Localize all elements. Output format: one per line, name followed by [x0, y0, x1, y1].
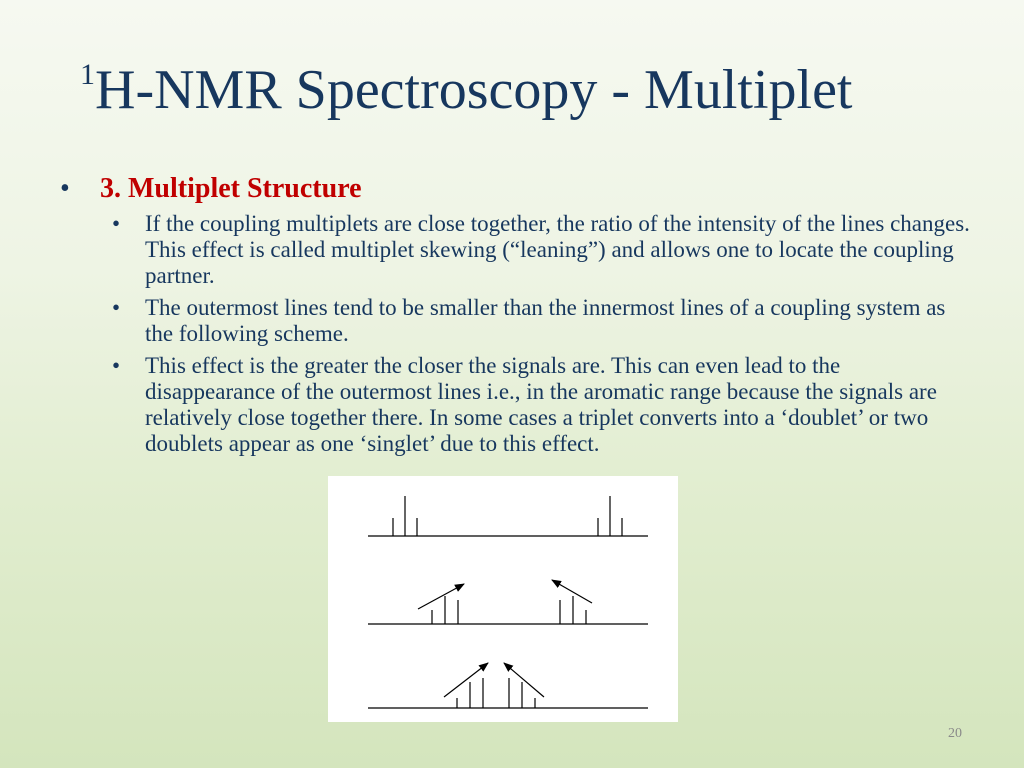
- bullet-item: [56, 295, 975, 347]
- diagram-svg: [328, 476, 678, 722]
- bullet-list: [56, 211, 986, 457]
- section-heading-item: [56, 172, 986, 206]
- bullet-item: [56, 211, 975, 289]
- slide-title: [80, 58, 853, 121]
- row-no-skewing: [368, 496, 648, 536]
- title-text: H-NMR Spectroscopy - Multiplet: [95, 59, 853, 121]
- bullet-text: If the coupling multiplets are close together, the ratio of the intensity of the lines changes. This effect is called multiplet skewing (“leaning”) and allows one to locate the coupling partner.: [145, 211, 970, 288]
- bullet-marker: •: [112, 211, 121, 236]
- bullet-text: The outermost lines tend to be smaller than the innermost lines of a coupling system as the following scheme.: [145, 295, 946, 346]
- bullet-marker: •: [112, 353, 121, 378]
- bullet-item: [56, 353, 975, 457]
- skew-arrow: [444, 663, 488, 697]
- page-number: 20: [948, 726, 962, 741]
- row-strong-skewing: [368, 663, 648, 708]
- section-heading: 3. Multiplet Structure: [100, 173, 362, 204]
- bullet-marker: •: [60, 173, 70, 204]
- skew-arrow: [418, 584, 464, 609]
- bullet-text: This effect is the greater the closer the signals are. This can even lead to the disappearance of the outermost lines i.e., in the aromatic range because the signals are relatively close together there. In some cases a triplet converts into a ‘doublet’ or two doublets appear as one ‘singlet’ due to this effect.: [145, 353, 937, 456]
- row-moderate-skewing: [368, 580, 648, 624]
- bullet-marker: •: [112, 295, 121, 320]
- slide-content: [56, 172, 986, 463]
- skew-arrow: [552, 580, 592, 603]
- multiplet-skewing-diagram: [328, 476, 678, 722]
- title-superscript: 1: [80, 58, 95, 91]
- skew-arrow: [504, 663, 544, 697]
